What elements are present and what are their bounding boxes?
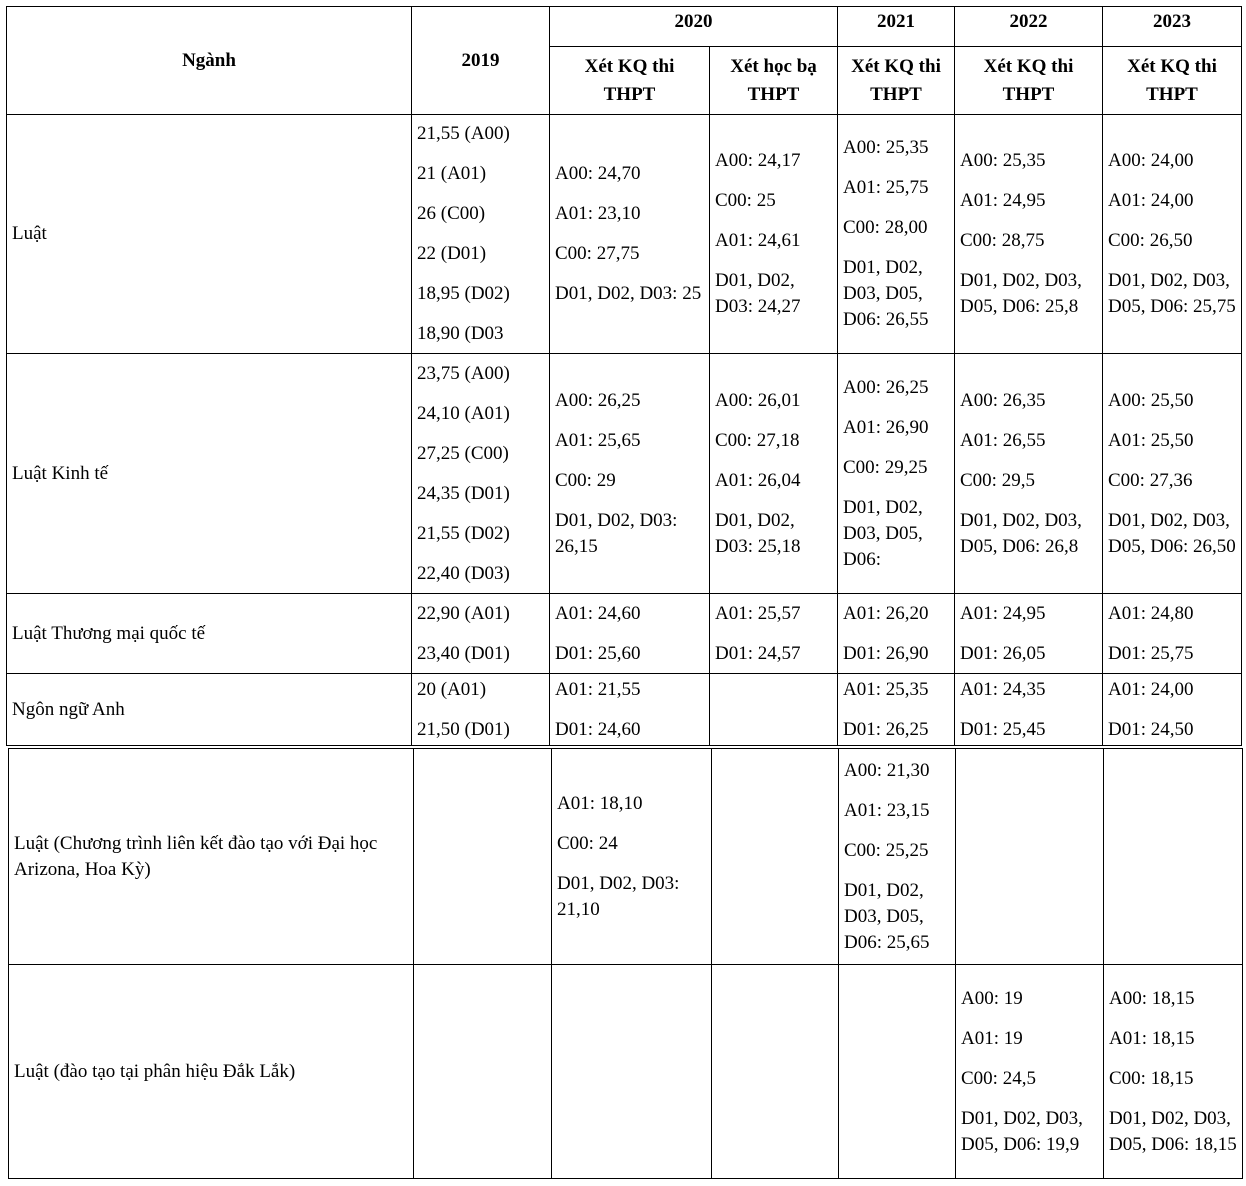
score-line: A00: 26,25 xyxy=(555,389,641,411)
score-line: A01: 24,00 xyxy=(1108,678,1194,700)
header-2022: 2022 xyxy=(955,7,1103,47)
table-row xyxy=(7,354,1242,594)
score-line: A00: 25,50 xyxy=(1108,389,1194,411)
score-cell-c2023 xyxy=(1104,965,1243,1179)
score-line: D01, D02, D03, D05, D06: 25,8 xyxy=(960,270,1082,317)
score-line: A01: 24,95 xyxy=(960,602,1046,624)
score-line: A00: 18,15 xyxy=(1109,987,1195,1009)
score-line: A01: 26,04 xyxy=(715,469,801,491)
score-cell-c2021 xyxy=(838,115,955,354)
score-line: D01, D02, D03, D05, D06: 26,50 xyxy=(1108,509,1236,557)
score-line: A00: 26,01 xyxy=(715,389,801,411)
score-line: C00: 27,18 xyxy=(715,429,800,451)
score-line: A01: 25,50 xyxy=(1108,429,1194,451)
score-cell-c2023 xyxy=(1104,749,1243,965)
score-line: A01: 25,35 xyxy=(843,678,929,700)
score-line: A01: 24,35 xyxy=(960,678,1046,700)
score-line: D01, D02, D03, D05, D06: 18,15 xyxy=(1109,1107,1237,1155)
score-line: C00: 28,00 xyxy=(843,217,928,238)
score-line: A00: 25,35 xyxy=(960,150,1046,171)
score-line: C00: 24,5 xyxy=(961,1067,1036,1089)
header-label: Xét KQ thi xyxy=(1127,55,1217,77)
score-line: A01: 21,55 xyxy=(555,678,641,700)
score-cell-c2022 xyxy=(955,594,1103,674)
score-cell-c2023 xyxy=(1103,354,1242,594)
score-cell-c2023 xyxy=(1103,674,1242,746)
score-line: A01: 26,55 xyxy=(960,429,1046,451)
score-line: C00: 26,50 xyxy=(1108,230,1193,251)
score-line: D01: 25,60 xyxy=(555,642,641,664)
score-cell-c2020kq xyxy=(550,115,710,354)
row-name: Luật (Chương trình liên kết đào tạo với Đại học Arizona, Hoa Kỳ) xyxy=(9,749,414,965)
score-cell-c2019 xyxy=(412,594,550,674)
header-label: THPT xyxy=(1146,83,1198,105)
score-line: A01: 24,60 xyxy=(555,602,641,624)
score-cell-c2020kq xyxy=(550,354,710,594)
score-line: A00: 21,30 xyxy=(844,759,930,781)
table-row xyxy=(9,749,1243,965)
score-line: A00: 19 xyxy=(961,987,1023,1009)
header-label: Xét KQ thi xyxy=(983,55,1074,77)
score-cell-c2019 xyxy=(414,749,552,965)
table-row xyxy=(9,965,1243,1179)
score-cell-c2020hb xyxy=(710,354,838,594)
score-line: A01: 18,10 xyxy=(557,792,643,814)
score-cell-c2021 xyxy=(839,749,956,965)
score-line: A01: 23,15 xyxy=(844,799,930,821)
score-line: C00: 29,5 xyxy=(960,469,1035,491)
header-2023-kq xyxy=(1103,47,1242,115)
score-line: D01, D02, D03: 24,27 xyxy=(715,270,801,317)
header-2019: 2019 xyxy=(412,7,550,115)
score-line: D01, D02, D03, D05, D06: 25,75 xyxy=(1108,270,1236,317)
score-line: 22,40 (D03) xyxy=(417,562,510,584)
score-line: D01: 26,90 xyxy=(843,642,929,664)
score-cell-c2022 xyxy=(956,749,1104,965)
row-name: Luật (đào tạo tại phân hiệu Đắk Lắk) xyxy=(9,965,414,1179)
score-line: D01: 25,75 xyxy=(1108,642,1194,664)
score-line: A01: 23,10 xyxy=(555,203,641,224)
header-2021: 2021 xyxy=(838,7,955,47)
score-cell-c2022 xyxy=(955,115,1103,354)
table-row xyxy=(7,594,1242,674)
score-line: 18,95 (D02) xyxy=(417,283,510,304)
score-line: D01, D02, D03, D05, D06: 26,8 xyxy=(960,509,1082,557)
score-line: C00: 25 xyxy=(715,190,776,211)
score-line: C00: 25,25 xyxy=(844,839,929,861)
score-cell-c2019 xyxy=(412,674,550,746)
score-line: A01: 25,75 xyxy=(843,177,929,198)
score-cell-c2021 xyxy=(838,594,955,674)
score-line: A01: 18,15 xyxy=(1109,1027,1195,1049)
score-line: 23,40 (D01) xyxy=(417,642,510,664)
score-line: 27,25 (C00) xyxy=(417,442,509,464)
score-line: D01, D02, D03, D05, D06: 25,65 xyxy=(844,879,930,953)
score-line: A00: 25,35 xyxy=(843,137,929,158)
score-cell-c2022 xyxy=(955,354,1103,594)
score-line: 21,50 (D01) xyxy=(417,718,510,740)
score-cell-c2020hb xyxy=(710,674,838,746)
score-line: C00: 29,25 xyxy=(843,456,928,478)
score-line: D01, D02, D03: 26,15 xyxy=(555,509,678,557)
score-line: D01, D02, D03, D05, D06: xyxy=(843,496,923,570)
score-cell-c2019 xyxy=(412,354,550,594)
header-label: THPT xyxy=(870,83,922,105)
score-cell-c2020hb xyxy=(712,749,839,965)
score-line: D01: 24,50 xyxy=(1108,718,1194,740)
score-line: D01: 25,45 xyxy=(960,718,1046,740)
score-line: A01: 24,80 xyxy=(1108,602,1194,624)
table-row xyxy=(7,674,1242,746)
score-line: D01: 26,25 xyxy=(843,718,929,740)
score-cell-c2023 xyxy=(1103,115,1242,354)
header-label: THPT xyxy=(747,83,800,105)
score-line: C00: 29 xyxy=(555,469,616,491)
row-name: Luật Kinh tế xyxy=(7,354,412,594)
score-line: D01: 24,60 xyxy=(555,718,641,740)
score-line: A01: 24,95 xyxy=(960,190,1046,211)
header-2022-kq xyxy=(955,47,1103,115)
score-cell-c2021 xyxy=(838,354,955,594)
score-line: C00: 24 xyxy=(557,832,618,854)
score-line: A01: 26,20 xyxy=(843,602,929,624)
score-line: 23,75 (A00) xyxy=(417,362,510,384)
score-line: 21,55 (A00) xyxy=(417,123,510,144)
score-line: A00: 26,35 xyxy=(960,389,1046,411)
score-line: C00: 28,75 xyxy=(960,230,1045,251)
score-line: A01: 26,90 xyxy=(843,416,929,438)
score-cell-c2020hb xyxy=(712,965,839,1179)
row-name: Luật Thương mại quốc tế xyxy=(7,594,412,674)
score-line: 26 (C00) xyxy=(417,203,486,224)
score-cell-c2021 xyxy=(838,674,955,746)
score-line: D01, D02, D03: 21,10 xyxy=(557,872,680,920)
header-nganh: Ngành xyxy=(7,7,412,115)
score-line: A01: 24,00 xyxy=(1108,190,1194,211)
header-2020-kq xyxy=(550,47,710,115)
score-cell-c2020kq xyxy=(552,749,712,965)
score-line: D01, D02, D03: 25 xyxy=(555,283,702,304)
score-cell-c2021 xyxy=(839,965,956,1179)
score-cell-c2022 xyxy=(956,965,1104,1179)
row-name: Ngôn ngữ Anh xyxy=(7,674,412,746)
score-line: A00: 24,00 xyxy=(1108,150,1194,171)
table-row xyxy=(7,115,1242,354)
score-line: 24,10 (A01) xyxy=(417,402,510,424)
score-cell-c2020kq xyxy=(552,965,712,1179)
admission-score-table-bottom xyxy=(8,748,1243,1179)
score-line: 20 (A01) xyxy=(417,678,487,700)
score-cell-c2019 xyxy=(412,115,550,354)
score-cell-c2020hb xyxy=(710,115,838,354)
score-line: C00: 18,15 xyxy=(1109,1067,1194,1089)
score-line: C00: 27,36 xyxy=(1108,469,1193,491)
score-line: D01, D02, D03, D05, D06: 26,55 xyxy=(843,257,929,330)
score-line: A00: 24,70 xyxy=(555,163,641,184)
score-line: A00: 26,25 xyxy=(843,376,929,398)
score-cell-c2019 xyxy=(414,965,552,1179)
score-line: A01: 19 xyxy=(961,1027,1023,1049)
score-line: 22,90 (A01) xyxy=(417,602,510,624)
score-line: D01, D02, D03, D05, D06: 19,9 xyxy=(961,1107,1083,1155)
score-line: D01: 26,05 xyxy=(960,642,1046,664)
header-label: Xét KQ thi xyxy=(851,55,941,77)
header-label: THPT xyxy=(603,83,656,105)
admission-score-table-top xyxy=(6,6,1242,746)
score-cell-c2020kq xyxy=(550,674,710,746)
header-2023: 2023 xyxy=(1103,7,1242,47)
row-name: Luật xyxy=(7,115,412,354)
score-line: 21,55 (D02) xyxy=(417,522,510,544)
score-line: 24,35 (D01) xyxy=(417,482,510,504)
header-label: Xét học bạ xyxy=(730,55,817,77)
score-line: 18,90 (D03 xyxy=(417,323,504,344)
header-label: THPT xyxy=(1002,83,1055,105)
score-line: A01: 25,65 xyxy=(555,429,641,451)
score-line: D01, D02, D03: 25,18 xyxy=(715,509,801,557)
score-cell-c2022 xyxy=(955,674,1103,746)
score-line: A00: 24,17 xyxy=(715,150,801,171)
score-line: D01: 24,57 xyxy=(715,642,801,664)
score-line: 21 (A01) xyxy=(417,163,487,184)
header-2020-hb xyxy=(710,47,838,115)
score-cell-c2020kq xyxy=(550,594,710,674)
header-2021-kq xyxy=(838,47,955,115)
score-cell-c2020hb xyxy=(710,594,838,674)
score-line: A01: 25,57 xyxy=(715,602,801,624)
score-line: C00: 27,75 xyxy=(555,243,640,264)
header-label: Xét KQ thi xyxy=(584,55,675,77)
score-cell-c2023 xyxy=(1103,594,1242,674)
header-2020: 2020 xyxy=(550,7,838,47)
score-line: 22 (D01) xyxy=(417,243,487,264)
score-line: A01: 24,61 xyxy=(715,230,801,251)
